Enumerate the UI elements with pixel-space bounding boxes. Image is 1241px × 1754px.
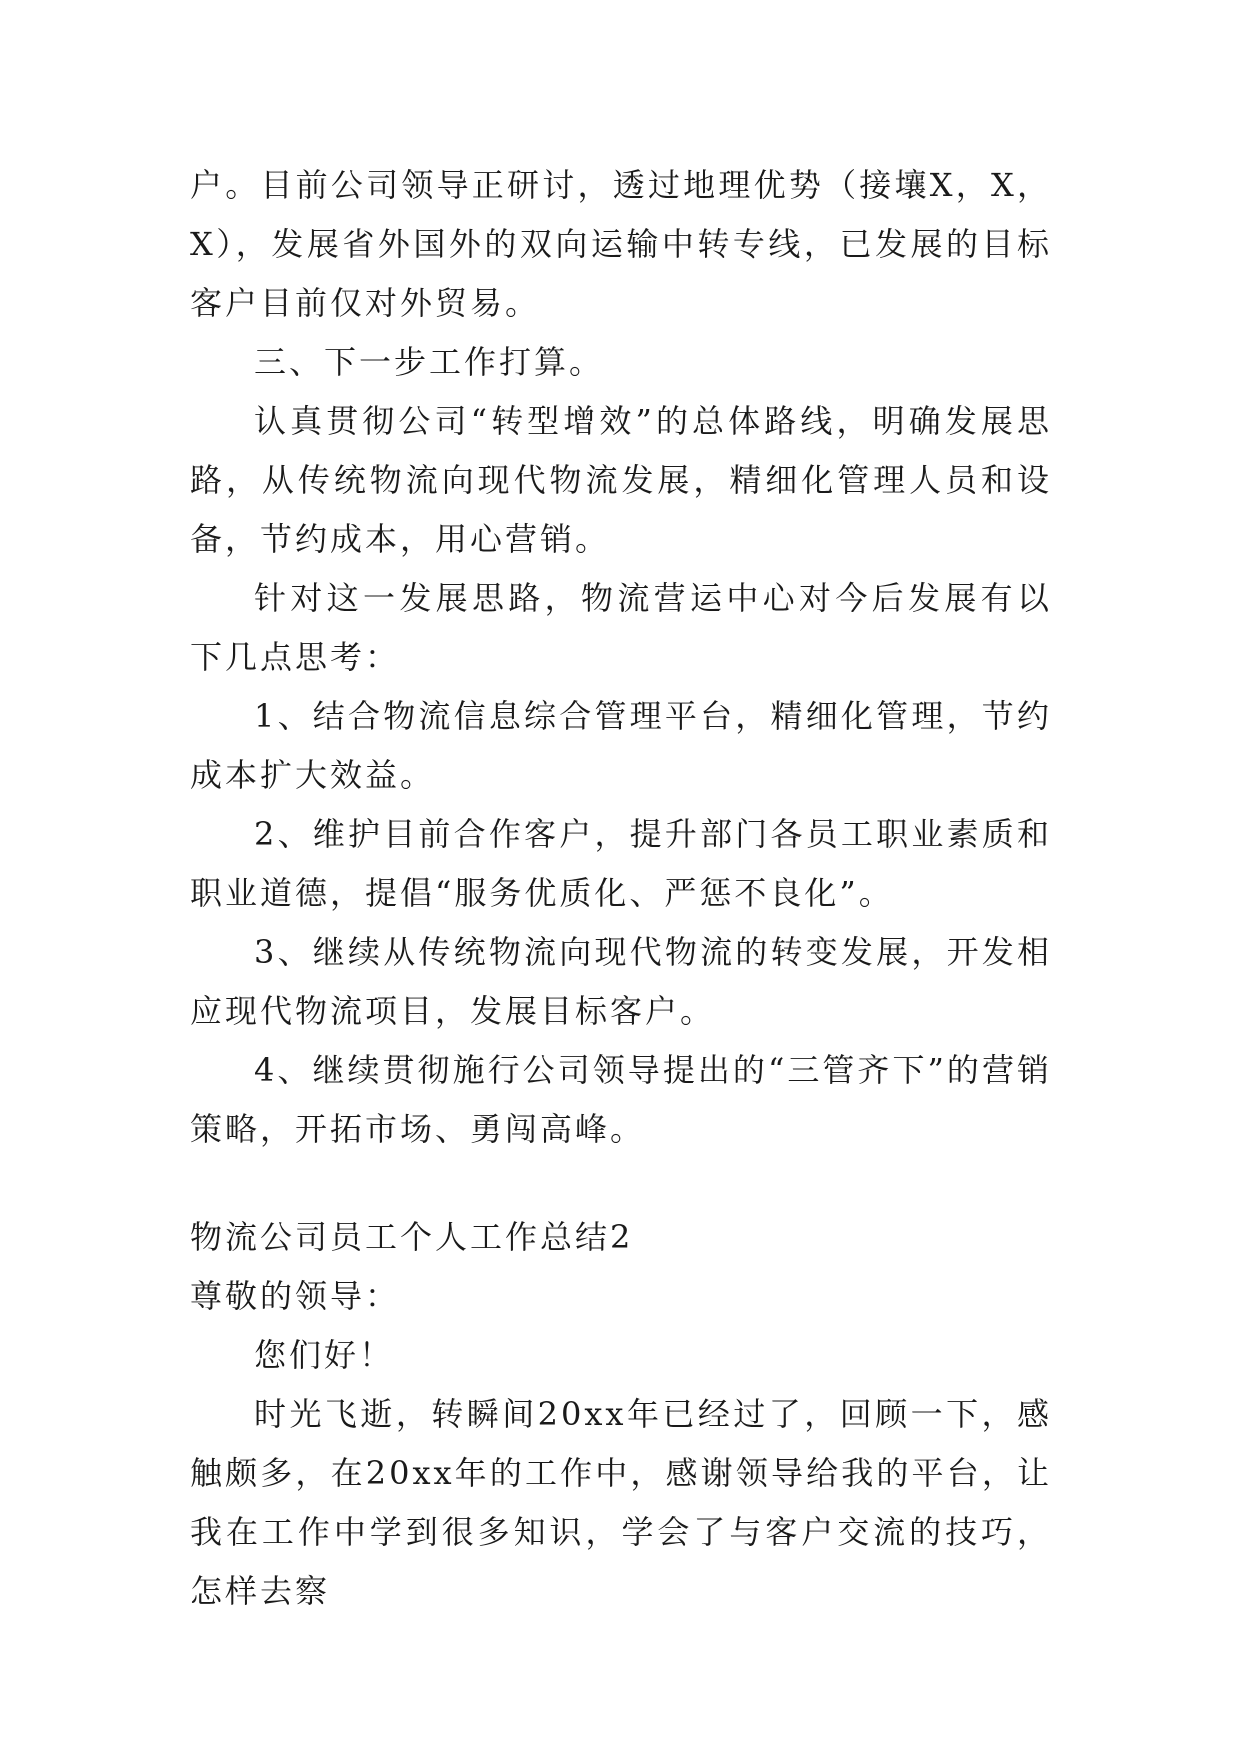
list-item-4: 4、继续贯彻施行公司领导提出的“三管齐下”的营销策略，开拓市场、勇闯高峰。 (190, 1051, 1052, 1148)
salutation: 尊敬的领导： (190, 1277, 401, 1315)
list-item-3: 3、继续从传统物流向现代物流的转变发展，开发相应现代物流项目，发展目标客户。 (190, 933, 1052, 1030)
heading-next-steps: 三、下一步工作打算。 (254, 343, 605, 381)
paragraph-continuation: 户。目前公司领导正研讨，透过地理优势（接壤X，X，X），发展省外国外的双向运输中转专线，已发展的目标客户目前仅对外贸易。 (190, 166, 1052, 322)
list-item-2: 2、维护目前合作客户，提升部门各员工职业素质和职业道德，提倡“服务优质化、严惩不良化”。 (190, 815, 1052, 912)
greeting: 您们好！ (254, 1336, 395, 1374)
section-work-plan (190, 156, 1052, 1159)
paragraph-strategy: 认真贯彻公司“转型增效”的总体路线，明确发展思路，从传统物流向现代物流发展，精细化管理人员和设备，节约成本，用心营销。 (190, 402, 1052, 558)
paragraph-thinking: 针对这一发展思路，物流营运中心对今后发展有以下几点思考： (190, 579, 1052, 676)
document-title: 物流公司员工个人工作总结2 (190, 1218, 634, 1256)
list-item-1: 1、结合物流信息综合管理平台，精细化管理，节约成本扩大效益。 (190, 697, 1052, 794)
section-summary-2 (190, 1208, 1052, 1621)
paragraph-opening: 时光飞逝，转瞬间20xx年已经过了，回顾一下，感触颇多，在20xx年的工作中，感谢领导给我的平台，让我在工作中学到很多知识，学会了与客户交流的技巧，怎样去察 (190, 1395, 1052, 1610)
